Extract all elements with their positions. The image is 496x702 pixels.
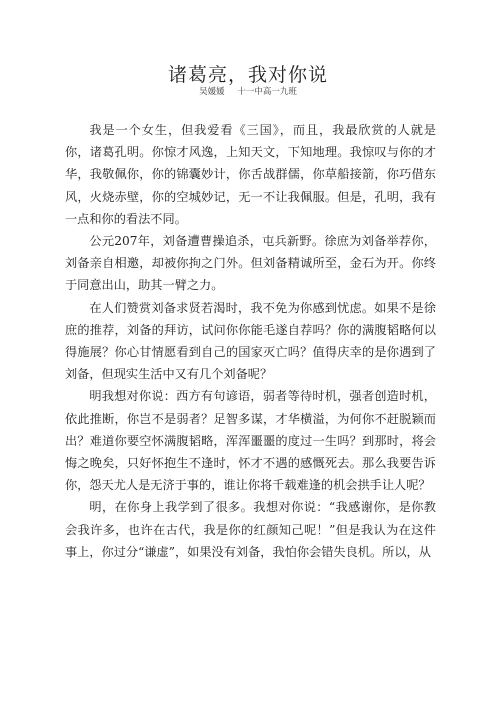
article-body [65,119,436,563]
author-name: 吴媛媛 [199,87,225,97]
paragraph: 明，在你身上我学到了很多。我想对你说：“我感谢你，是你教会我许多，也许在古代，我是你的红颜知己呢！”但是我认为在这件事上，你过分“谦虚”，如果没有刘备，我怕你会错失良机。所以，从 [65,500,436,559]
paragraph: 明我想对你说：西方有句谚语，弱者等待时机，强者创造时机，依此推断，你岂不是弱者？足智多谋，才华横溢，为何你不赶脱颖而出？难道你要空怀满腹韬略，浑浑噩噩的度过一生吗？到那时，将会悔之晚矣，只好怀抱生不逢时，怀才不遇的感慨死去。那么我要告诉你，怨天尤人是无济于事的，谁让你将千载难逢的机会拱手让人呢？ [65,389,436,493]
paragraph: 我是一个女生，但我爱看《三国》，而且，我最欣赏的人就是你，诸葛孔明。你惊才风逸，上知天文，下知地理。我惊叹与你的才华，我敬佩你，你的锦囊妙计，你舌战群儒，你草船接箭，你巧借东风，火烧赤壁，你的空城妙记，无一不让我佩服。但是，孔明，我有一点和你的看法不同。 [65,123,436,226]
author-class: 十一中高一九班 [237,87,297,97]
paragraph: 在人们赞赏刘备求贤若渴时，我不免为你感到忧虑。如果不是徐庶的推荐，刘备的拜访，试问你你能毛遂自荐吗？你的满腹韬略何以得施展？你心甘情愿看到自己的国家灭亡吗？值得庆幸的是你遇到了刘备，但现实生活中又有几个刘备呢？ [65,300,436,382]
paragraph: 公元207年，刘备遭曹操追杀，屯兵新野。徐庶为刘备举荐你，刘备亲自相邀，却被你拘之门外。但刘备精诚所至，金石为开。你终于同意出山，助其一臂之力。 [65,234,436,293]
byline [0,85,496,97]
page-title: 诸葛亮，我对你说 [167,64,328,86]
